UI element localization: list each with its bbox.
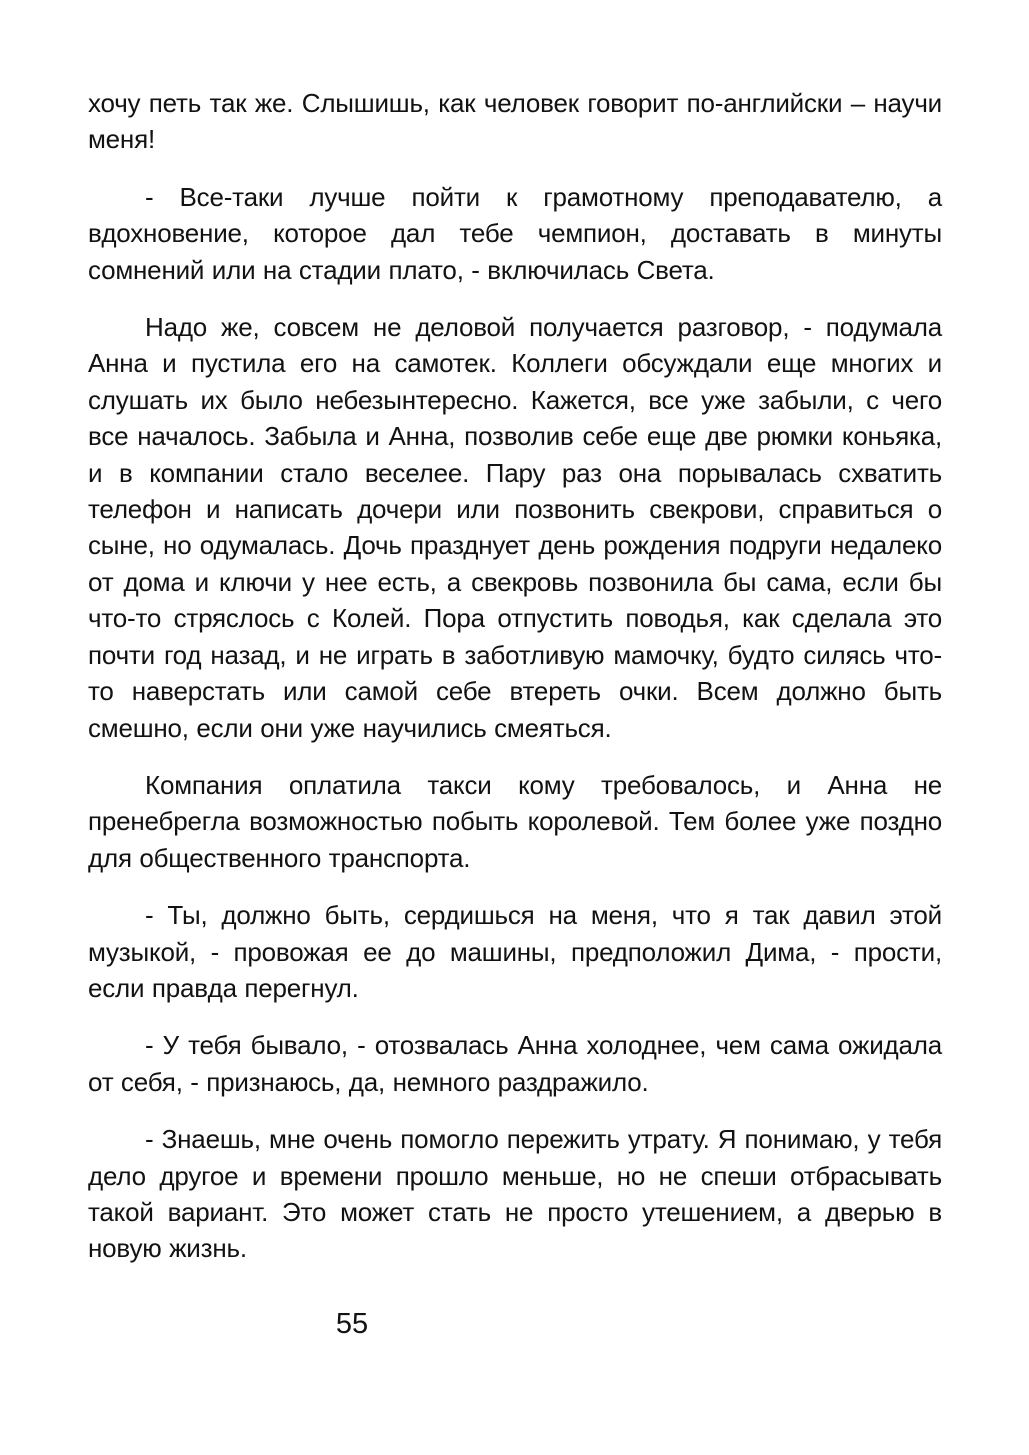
paragraph: хочу петь так же. Слышишь, как человек говорит по-английски – научи меня!: [88, 88, 942, 155]
paragraph: - У тебя бывало, - отозвалась Анна холоднее, чем сама ожидала от себя, - признаюсь, да, немного раздражило.: [88, 1030, 942, 1097]
paragraph: Надо же, совсем не деловой получается разговор, - подумала Анна и пустила его на самотек. Коллеги обсуждали еще многих и слушать их было небезынтересно. Кажется, все уже забыли, с чего все началось. Забыла и Анна, позволив себе еще две рюмки коньяка, и в компании стало веселее. Пару раз она порывалась схватить телефон и написать дочери или позвонить свекрови, справиться о сыне, но одумалась. Дочь празднует день рождения подруги недалеко от дома и ключи у нее есть, а свекровь позвонила бы сама, если бы что-то стряслось с Колей. Пора отпустить поводья, как сделала это почти год назад, и не играть в заботливую мамочку, будто силясь что-то наверстать или самой себе втереть очки. Всем должно быть смешно, если они уже научились смеяться.: [88, 312, 942, 743]
text-block: [88, 85, 942, 1288]
paragraph: Компания оплатила такси кому требовалось, и Анна не пренебрегла возможностью побыть королевой. Тем более уже поздно для общественного транспорта.: [88, 769, 942, 873]
page-number: 55: [335, 1308, 369, 1340]
paragraph: - Знаешь, мне очень помогло пережить утрату. Я понимаю, у тебя дело другое и времени прошло меньше, но не спеши отбрасывать такой вариант. Это может стать не просто утешением, а дверью в новую жизнь.: [88, 1124, 942, 1264]
paragraph: - Все-таки лучше пойти к грамотному преподавателю, а вдохновение, которое дал тебе чемпион, доставать в минуты сомнений или на стадии плато, - включилась Света.: [88, 181, 942, 285]
paragraph: - Ты, должно быть, сердишься на меня, что я так давил этой музыкой, - провожая ее до машины, предположил Дима, - прости, если правда перегнул.: [88, 900, 942, 1003]
